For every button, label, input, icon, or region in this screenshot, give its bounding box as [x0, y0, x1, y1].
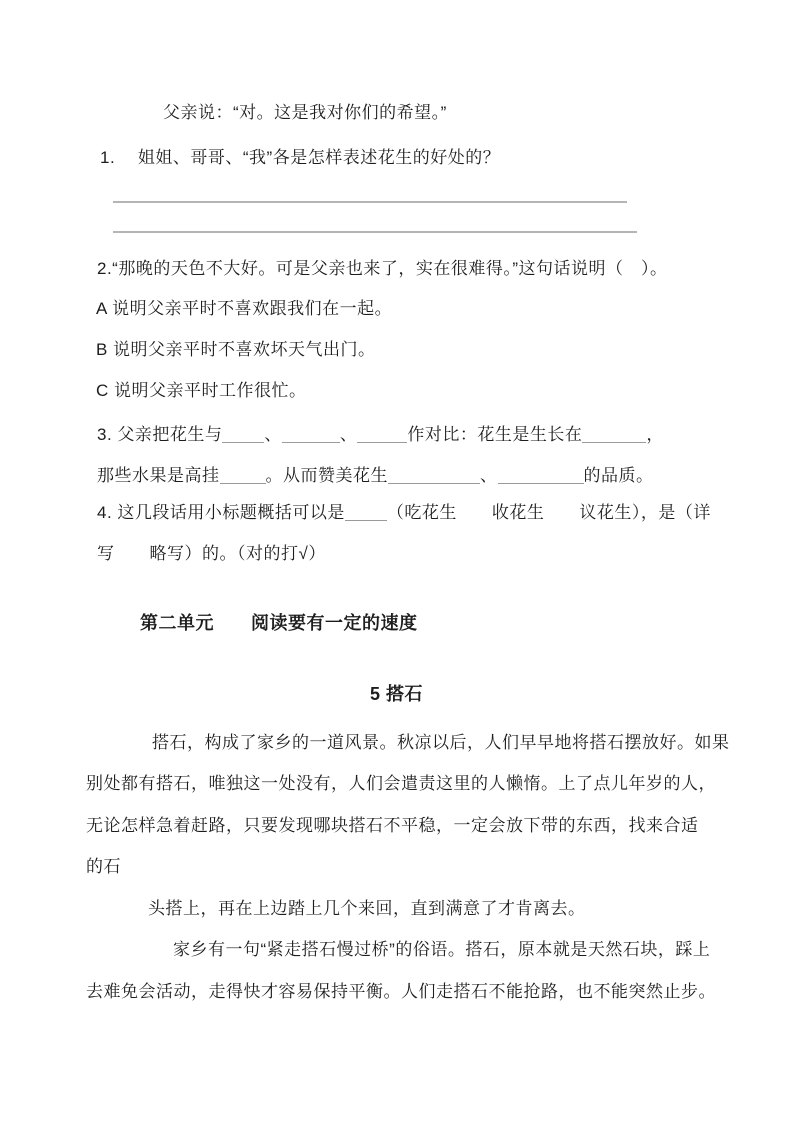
- passage-line: 头搭上，再在上边踏上几个来回，直到满意了才肯离去。: [148, 899, 586, 918]
- text-segment: 、: [264, 425, 282, 444]
- question-2-option-c: C 说明父亲平时工作很忙。: [96, 381, 307, 400]
- question-2: 2.“那晚的天色不大好。可是父亲也来了，实在很难得。”这句话说明（ ）。: [97, 259, 668, 278]
- text-segment: ，: [646, 425, 664, 444]
- answer-blank[interactable]: [357, 426, 407, 443]
- question-3-line-2: [97, 464, 654, 487]
- answer-blank[interactable]: [582, 426, 646, 443]
- answer-line-1[interactable]: [113, 201, 627, 203]
- passage-line: 无论怎样急着赶路，只要发现哪块搭石不平稳，一定会放下带的东西，找来合适: [86, 816, 699, 835]
- text-segment: （吃花生 收花生 议花生），是（详: [386, 503, 711, 522]
- text-segment: 3. 父亲把花生与: [97, 425, 223, 444]
- question-4-line-2: 写 略写）的。（对的打√）: [97, 544, 326, 563]
- lesson-title: 5 搭石: [369, 684, 423, 704]
- text-segment: 的品质。: [583, 466, 654, 485]
- answer-blank[interactable]: [282, 426, 340, 443]
- answer-blank[interactable]: [222, 426, 264, 443]
- unit-heading: 第二单元 阅读要有一定的速度: [140, 613, 418, 633]
- question-4-line-1: [97, 501, 711, 524]
- text-segment: 。从而赞美花生: [265, 466, 388, 485]
- answer-blank[interactable]: [498, 467, 584, 484]
- question-2-option-b: B 说明父亲平时不喜欢坏天气出门。: [96, 340, 376, 359]
- answer-blank[interactable]: [220, 467, 266, 484]
- passage-line: 别处都有搭石，唯独这一处没有，人们会遣责这里的人懒惰。上了点儿年岁的人，: [86, 774, 716, 793]
- answer-blank[interactable]: [345, 504, 387, 521]
- passage-line: 家乡有一句“紧走搭石慢过桥”的俗语。搭石，原本就是天然石块，踩上: [173, 940, 711, 959]
- passage-line: 去难免会活动，走得快才容易保持平衡。人们走搭石不能抢路，也不能突然止步。: [86, 982, 716, 1001]
- text-segment: 、: [339, 425, 358, 444]
- father-quote-line: 父亲说：“对。这是我对你们的希望。”: [163, 103, 447, 122]
- text-segment: 作对比：花生是生长在: [407, 425, 583, 444]
- question-3-line-1: [97, 423, 664, 446]
- answer-line-2[interactable]: [113, 231, 637, 233]
- text-segment: 4. 这几段话用小标题概括可以是: [97, 503, 345, 522]
- passage-line: 搭石，构成了家乡的一道风景。秋凉以后，人们早早地将搭石摆放好。如果: [152, 733, 730, 752]
- text-segment: 、: [480, 466, 498, 485]
- text-segment: 那些水果是高挂: [97, 466, 220, 485]
- answer-blank[interactable]: [388, 467, 480, 484]
- passage-line: 的石: [86, 857, 121, 876]
- question-1: 1. 姐姐、哥哥、“我”各是怎样表述花生的好处的？: [100, 148, 501, 167]
- question-2-option-a: A 说明父亲平时不喜欢跟我们在一起。: [96, 299, 393, 318]
